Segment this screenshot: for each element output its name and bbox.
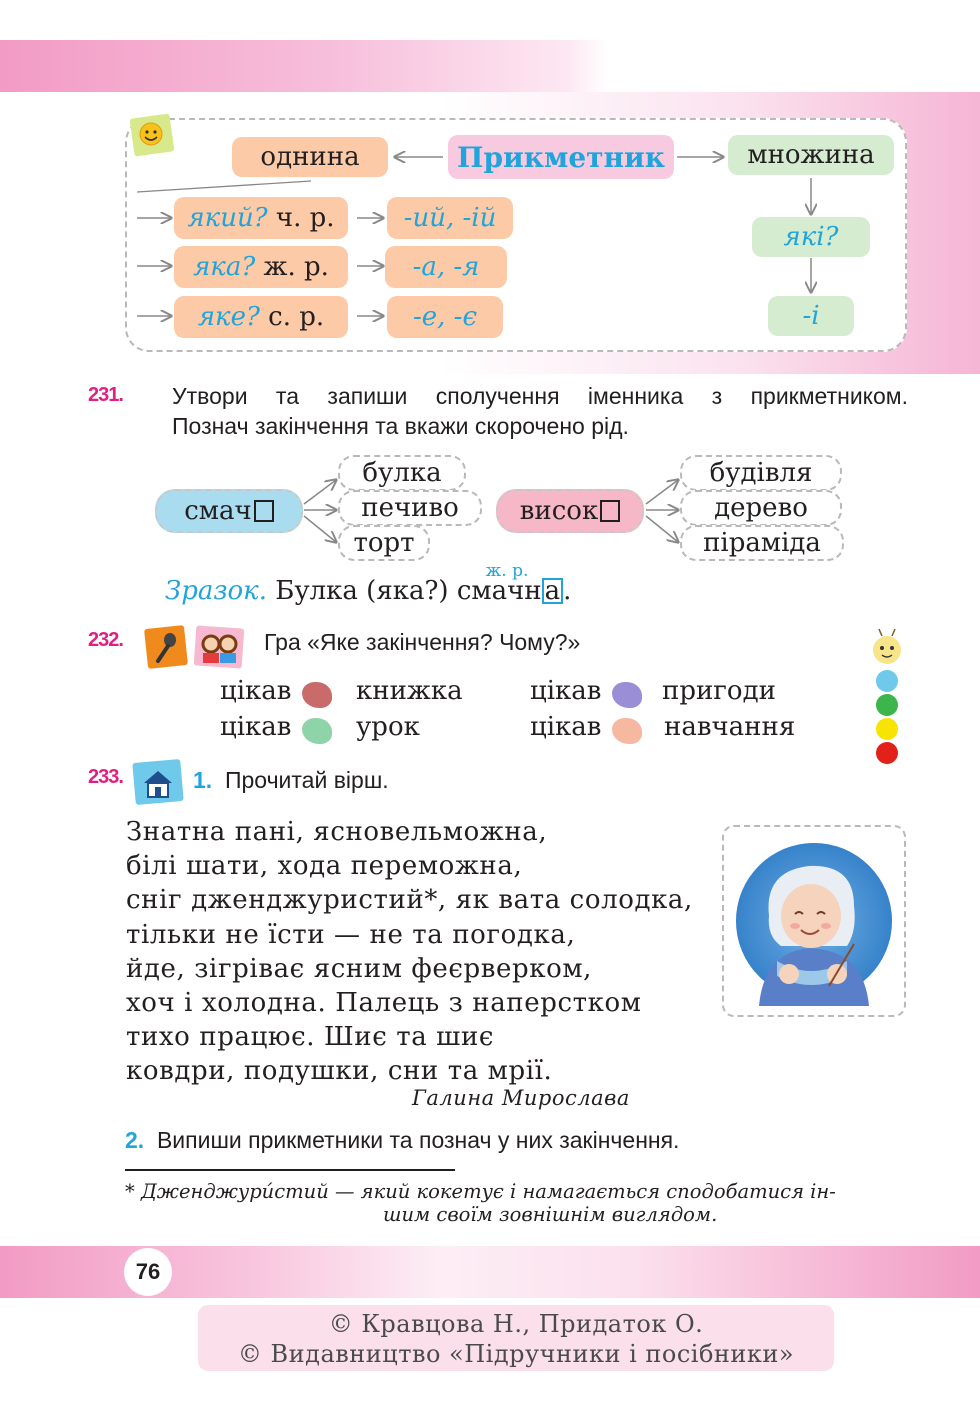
poem: [126, 815, 693, 1089]
game-noun-urok: урок: [356, 712, 420, 742]
word-tort: торт: [338, 525, 430, 561]
poem-line: сніг дженджуристий*, як вата солодка,: [126, 885, 693, 916]
color-dot-blue: [876, 670, 898, 692]
word-piramida: піраміда: [680, 525, 844, 561]
plural-ending: -і: [768, 296, 854, 336]
plural-question: які?: [752, 217, 870, 257]
game-noun-navchannia: навчання: [664, 712, 796, 742]
ending-neuter: -е, -є: [387, 296, 503, 338]
ending-box: [254, 500, 274, 522]
rule-row-masculine: який? ч. р.: [174, 197, 348, 239]
step-1: 1. Прочитай вірш.: [193, 767, 389, 793]
caterpillar-icon: [872, 628, 902, 764]
game-stem-3: цікав: [220, 712, 292, 742]
exercise-number-231: 231.: [88, 384, 123, 406]
ink-blot: [302, 682, 332, 708]
poem-line: йде, зігріває ясним феєрверком,: [126, 953, 593, 984]
grandmother-illustration: [722, 825, 906, 1017]
sample-sentence: Зразок. Булка (яка?) смачн а ж. р. .: [165, 561, 572, 606]
color-dot-red: [876, 742, 898, 764]
game-stem-1: цікав: [220, 676, 292, 706]
color-dot-green: [876, 694, 898, 716]
exercise-number-232: 232.: [88, 629, 123, 651]
game-stem-2: цікав: [530, 676, 602, 706]
game-noun-pryhody: пригоди: [662, 676, 776, 706]
ink-blot: [302, 718, 332, 744]
rule-row-neuter: яке? с. р.: [174, 296, 348, 338]
footnote-divider: [125, 1169, 455, 1171]
rule-row-feminine: яка? ж. р.: [174, 246, 348, 288]
ending-masculine: -ий, -ій: [387, 197, 513, 239]
ending-feminine: -а, -я: [385, 246, 507, 288]
word-bulka: булка: [338, 455, 466, 491]
copyright-box: © Кравцова Н., Придаток О. © Видавництво «Підручники і посібники»: [198, 1305, 834, 1371]
poem-line: білі шати, хода переможна,: [126, 851, 523, 882]
word-pechyvo: печиво: [338, 490, 482, 526]
word-derevo: дерево: [680, 490, 842, 526]
color-dot-yellow: [876, 718, 898, 740]
word-budivlia: будівля: [680, 455, 842, 491]
exercise-231-text: Утвори та запиши сполучення іменника з прикметником. Познач закінчення та вкажи скорочено рід.: [172, 383, 908, 439]
ending-box: [600, 500, 620, 522]
poem-line: Знатна пані, ясновельможна,: [126, 817, 548, 847]
poem-line: ковдри, подушки, сни та мрії.: [126, 1056, 553, 1087]
ink-blot: [612, 682, 642, 708]
poem-line: тільки не їсти — не та погодка,: [126, 919, 576, 950]
plural-label: множина: [728, 135, 894, 175]
stem-smach: смач: [155, 489, 303, 533]
game-noun-knyzhka: книжка: [356, 676, 463, 706]
adjective-title: Прикметник: [448, 135, 674, 179]
header-band: [0, 40, 980, 92]
exercise-232-title: Гра «Яке закінчення? Чому?»: [264, 629, 581, 655]
singular-label: однина: [232, 137, 388, 177]
microphone-icon: [142, 623, 190, 671]
house-icon: [130, 757, 186, 807]
step-2: 2. Випиши прикметники та познач у них закінчення.: [125, 1127, 680, 1153]
sample-ending: а ж. р.: [542, 578, 564, 604]
poem-line: тихо працює. Шиє та шиє: [126, 1022, 495, 1053]
game-stem-4: цікав: [530, 712, 602, 742]
footnote: * Дженджури́стий — який кокетує і намагається сподобатися ін- шим своїм зовнішнім виглядом.: [125, 1180, 836, 1226]
poem-author: Галина Мирослава: [412, 1086, 630, 1110]
page-number: 76: [124, 1248, 172, 1296]
exercise-number-233: 233.: [88, 766, 123, 788]
ink-blot: [612, 718, 642, 744]
poem-line: хоч і холодна. Палець з наперстком: [126, 988, 642, 1019]
stem-vysok: висок: [496, 489, 644, 533]
children-icon: [192, 624, 246, 670]
